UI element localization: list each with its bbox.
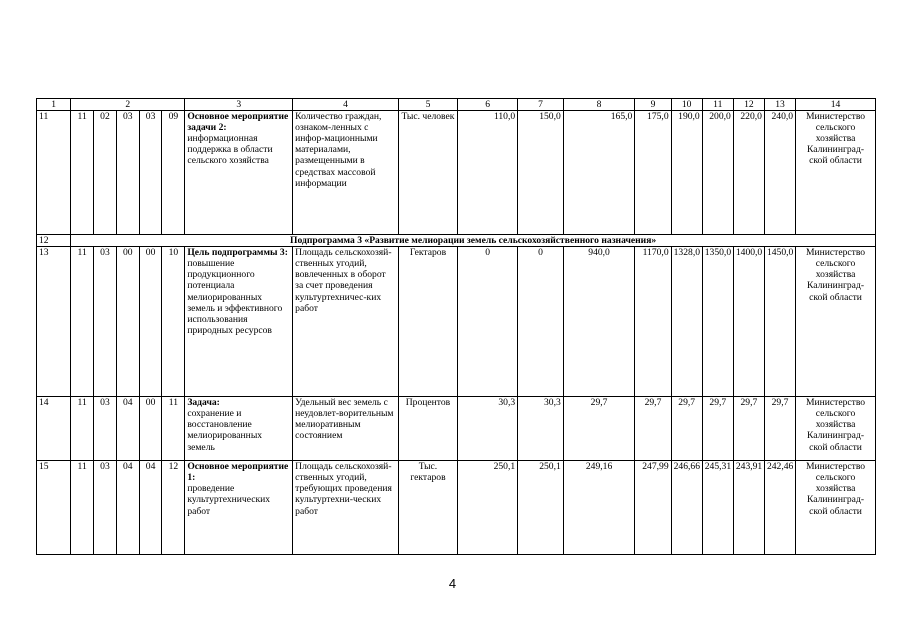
header-cell: 11 — [702, 99, 733, 111]
code-cell: 09 — [162, 111, 185, 235]
measure-name — [185, 111, 293, 235]
code-cell: 03 — [94, 461, 117, 555]
subprogram-row — [37, 235, 876, 247]
value-cell: 175,0 — [635, 111, 671, 235]
code-cell: 11 — [71, 111, 94, 235]
header-cell: 6 — [458, 99, 518, 111]
value-cell: 250,1 — [458, 461, 518, 555]
header-cell: 13 — [764, 99, 795, 111]
code-cell: 10 — [162, 247, 185, 397]
measure-description: информационная поддержка в области сельского хозяйства — [187, 133, 273, 167]
table-row — [37, 247, 876, 397]
code-cell: 03 — [139, 111, 162, 235]
value-cell: 110,0 — [458, 111, 518, 235]
measure-description: сохранение и восстановление мелиорированных земель — [187, 408, 263, 453]
header-cell: 12 — [733, 99, 764, 111]
indicator-name: Количество граждан, ознаком-ленных с инфор-мационными материалами, размещенными в средствах массовой информации — [293, 111, 399, 235]
value-cell: 29,7 — [563, 397, 635, 461]
code-cell: 03 — [94, 247, 117, 397]
value-cell: 249,16 — [563, 461, 635, 555]
value-cell: 1170,0 — [635, 247, 671, 397]
header-cell: 2 — [71, 99, 185, 111]
value-cell: 247,99 — [635, 461, 671, 555]
value-cell: 29,7 — [702, 397, 733, 461]
value-cell: 29,7 — [635, 397, 671, 461]
value-cell: 250,1 — [518, 461, 564, 555]
measure-description: проведение культуртехнических работ — [187, 483, 271, 517]
code-cell: 00 — [139, 397, 162, 461]
table-row — [37, 397, 876, 461]
header-cell: 8 — [563, 99, 635, 111]
code-cell: 00 — [116, 247, 139, 397]
responsible-org: Министерство сельского хозяйства Калининград-ской области — [796, 461, 876, 555]
value-cell: 940,0 — [563, 247, 635, 397]
unit-cell: Процентов — [398, 397, 457, 461]
header-cell: 14 — [796, 99, 876, 111]
table-row — [37, 461, 876, 555]
row-number: 11 — [37, 111, 71, 235]
measure-title: Задача: — [187, 397, 220, 409]
row-number: 15 — [37, 461, 71, 555]
value-cell: 245,31 — [702, 461, 733, 555]
code-cell: 04 — [116, 397, 139, 461]
responsible-org: Министерство сельского хозяйства Калининград-ской области — [796, 397, 876, 461]
page-number: 4 — [448, 576, 457, 591]
value-cell: 29,7 — [733, 397, 764, 461]
value-cell: 1350,0 — [702, 247, 733, 397]
header-cell: 3 — [185, 99, 293, 111]
row-number: 13 — [37, 247, 71, 397]
indicator-name: Площадь сельскохозяй-ственных угодий, требующих проведения культуртехни-ческих работ — [293, 461, 399, 555]
code-cell: 03 — [94, 397, 117, 461]
value-cell: 243,91 — [733, 461, 764, 555]
header-cell: 7 — [518, 99, 564, 111]
value-cell: 29,7 — [671, 397, 702, 461]
value-cell: 240,0 — [764, 111, 795, 235]
measure-name — [185, 461, 293, 555]
code-cell: 00 — [139, 247, 162, 397]
table-header-row — [37, 99, 876, 111]
measure-name — [185, 247, 293, 397]
value-cell: 0 — [458, 247, 518, 397]
header-cell: 10 — [671, 99, 702, 111]
unit-cell: Тыс. гектаров — [398, 461, 457, 555]
measure-title: Цель подпрограммы 3: — [187, 247, 288, 259]
program-indicators-table — [36, 98, 876, 555]
subprogram-title: Подпрограмма 3 «Развитие мелиорации земель сельскохозяйственного назначения» — [71, 235, 876, 247]
code-cell: 11 — [71, 461, 94, 555]
code-cell: 11 — [162, 397, 185, 461]
code-cell: 04 — [139, 461, 162, 555]
measure-title: Основное мероприятие 1: — [187, 461, 289, 484]
value-cell: 29,7 — [764, 397, 795, 461]
row-number: 14 — [37, 397, 71, 461]
responsible-org: Министерство сельского хозяйства Калининград-ской области — [796, 111, 876, 235]
unit-cell: Тыс. человек — [398, 111, 457, 235]
code-cell: 11 — [71, 247, 94, 397]
measure-title: Основное мероприятие задачи 2: — [187, 111, 289, 134]
value-cell: 190,0 — [671, 111, 702, 235]
header-cell: 5 — [398, 99, 457, 111]
header-cell: 1 — [37, 99, 71, 111]
header-cell: 9 — [635, 99, 671, 111]
indicator-name: Площадь сельскохозяй-ственных угодий, вовлеченных в оборот за счет проведения культуртехничес-ких работ — [293, 247, 399, 397]
value-cell: 150,0 — [518, 111, 564, 235]
unit-cell: Гектаров — [398, 247, 457, 397]
value-cell: 30,3 — [458, 397, 518, 461]
value-cell: 220,0 — [733, 111, 764, 235]
header-cell: 4 — [293, 99, 399, 111]
indicator-name: Удельный вес земель с неудовлет-ворительным мелиоративным состоянием — [293, 397, 399, 461]
code-cell: 04 — [116, 461, 139, 555]
value-cell: 0 — [518, 247, 564, 397]
value-cell: 30,3 — [518, 397, 564, 461]
value-cell: 1328,0 — [671, 247, 702, 397]
value-cell: 200,0 — [702, 111, 733, 235]
value-cell: 1400,0 — [733, 247, 764, 397]
responsible-org: Министерство сельского хозяйства Калининград-ской области — [796, 247, 876, 397]
value-cell: 1450,0 — [764, 247, 795, 397]
value-cell: 165,0 — [563, 111, 635, 235]
code-cell: 12 — [162, 461, 185, 555]
code-cell: 11 — [71, 397, 94, 461]
measure-name — [185, 397, 293, 461]
code-cell: 03 — [116, 111, 139, 235]
measure-description: повышение продукционного потенциала мелиорированных земель и эффективного использования природных ресурсов — [187, 258, 283, 336]
value-cell: 242,46 — [764, 461, 795, 555]
code-cell: 02 — [94, 111, 117, 235]
row-number: 12 — [37, 235, 71, 247]
value-cell: 246,66 — [671, 461, 702, 555]
table-row — [37, 111, 876, 235]
